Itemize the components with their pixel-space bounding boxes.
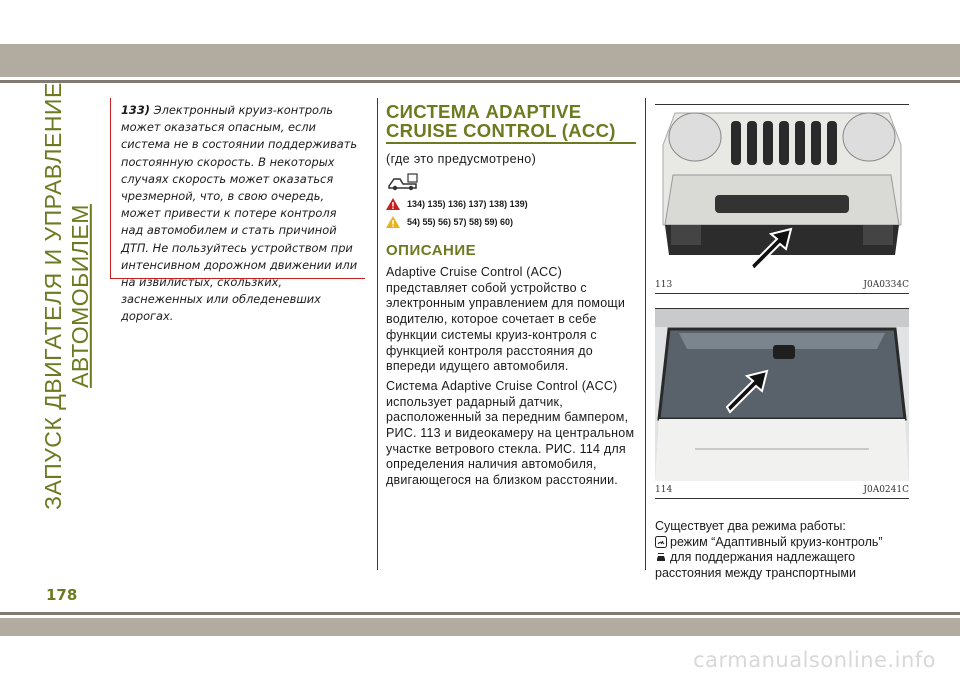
mode-adaptive [655, 535, 909, 551]
caution-triangle-icon [386, 216, 400, 228]
acc-section [386, 102, 638, 493]
option-icon-row [386, 172, 638, 192]
windshield-photo [655, 309, 909, 481]
column-divider [377, 98, 378, 570]
figure-caption [655, 280, 909, 290]
caution-refs: 54) 55) 56) 57) 58) 59) 60) [407, 217, 514, 227]
section-title-line2: CRUISE CONTROL (ACC) [386, 120, 616, 141]
description-paragraph: Adaptive Cruise Control (ACC) представляет собой устройство с электронным управлением для помощи водителю, которое сочетает в себе функции системы круиз-контроля с функцией контроля расстояния до впереди идущего автомобиля. [386, 265, 626, 374]
warning-triangle-icon [386, 198, 400, 210]
figure-rule [655, 293, 909, 294]
cruise-control-icon [655, 536, 667, 548]
description-paragraph: Система Adaptive Cruise Control (ACC) использует радарный датчик, расположенный за передним бампером, РИС. 113 и видеокамеру на центральном участке ветрового стекла. РИС. 114 для определения наличия автомобиля, двигающегося на близком расстоянии. [386, 378, 635, 488]
page-number: 178 [46, 586, 78, 604]
footer-bar [0, 618, 960, 636]
section-title-line1: СИСТЕМА ADAPTIVE [386, 101, 582, 122]
figure-number: 114 [655, 485, 673, 495]
figure-114 [655, 308, 909, 499]
figure-code: J0A0334C [863, 280, 909, 290]
optional-equipment-icon [386, 172, 420, 192]
top-header-band [0, 0, 960, 85]
figure-caption [655, 485, 909, 495]
figure-image-front-bumper [655, 104, 909, 276]
figure-number: 113 [655, 280, 673, 290]
footer-rule [0, 612, 960, 615]
modes-intro: Существует два режима работы: [655, 519, 846, 533]
chapter-title-line1: ЗАПУСК ДВИГАТЕЛЯ И УПРАВЛЕНИЕ [40, 82, 66, 510]
warning-note [110, 98, 365, 324]
figure-113 [655, 104, 909, 294]
distance-car-icon [655, 552, 667, 564]
front-bumper-photo [655, 105, 909, 276]
chapter-title-line2: АВТОМОБИЛЕМ [67, 204, 93, 388]
figure-rule [655, 498, 909, 499]
warning-refs-row [386, 198, 638, 210]
watermark: carmanualsonline.info [693, 648, 936, 672]
description-title: ОПИСАНИЕ [386, 242, 477, 259]
chapter-title-vertical [28, 82, 106, 510]
warning-ref: 133) [121, 103, 150, 117]
header-rule [0, 80, 960, 83]
modes-text [655, 519, 909, 581]
header-bar [0, 44, 960, 77]
title-underline [386, 142, 636, 144]
mode-distance [655, 550, 909, 566]
mode-distance-label: для поддержания надлежащего [670, 550, 856, 564]
mode-adaptive-label: режим “Адаптивный круиз-контроль” [670, 534, 883, 549]
caution-refs-row [386, 216, 638, 228]
mode-distance-cont: расстояния между транспортными [655, 565, 856, 580]
column-divider [645, 98, 646, 570]
section-title [386, 102, 638, 140]
figure-code: J0A0241C [863, 485, 909, 495]
availability-note: (где это предусмотрено) [386, 152, 537, 166]
figure-image-windshield [655, 308, 909, 481]
warning-refs: 134) 135) 136) 137) 138) 139) [407, 199, 528, 209]
warning-text: Электронный круиз-контроль может оказаться опасным, если система не в состоянии поддерживать постоянную скорость. В некоторых случаях скорость может оказаться чрезмерной, что, в свою очередь, может привести к потере контроля над автомобилем и стать причиной ДТП. Не пользуйтесь устройством при интенсивном дорожном движении или на извилистых, скользких, заснеженных или обледеневших дорогах. [121, 103, 358, 324]
